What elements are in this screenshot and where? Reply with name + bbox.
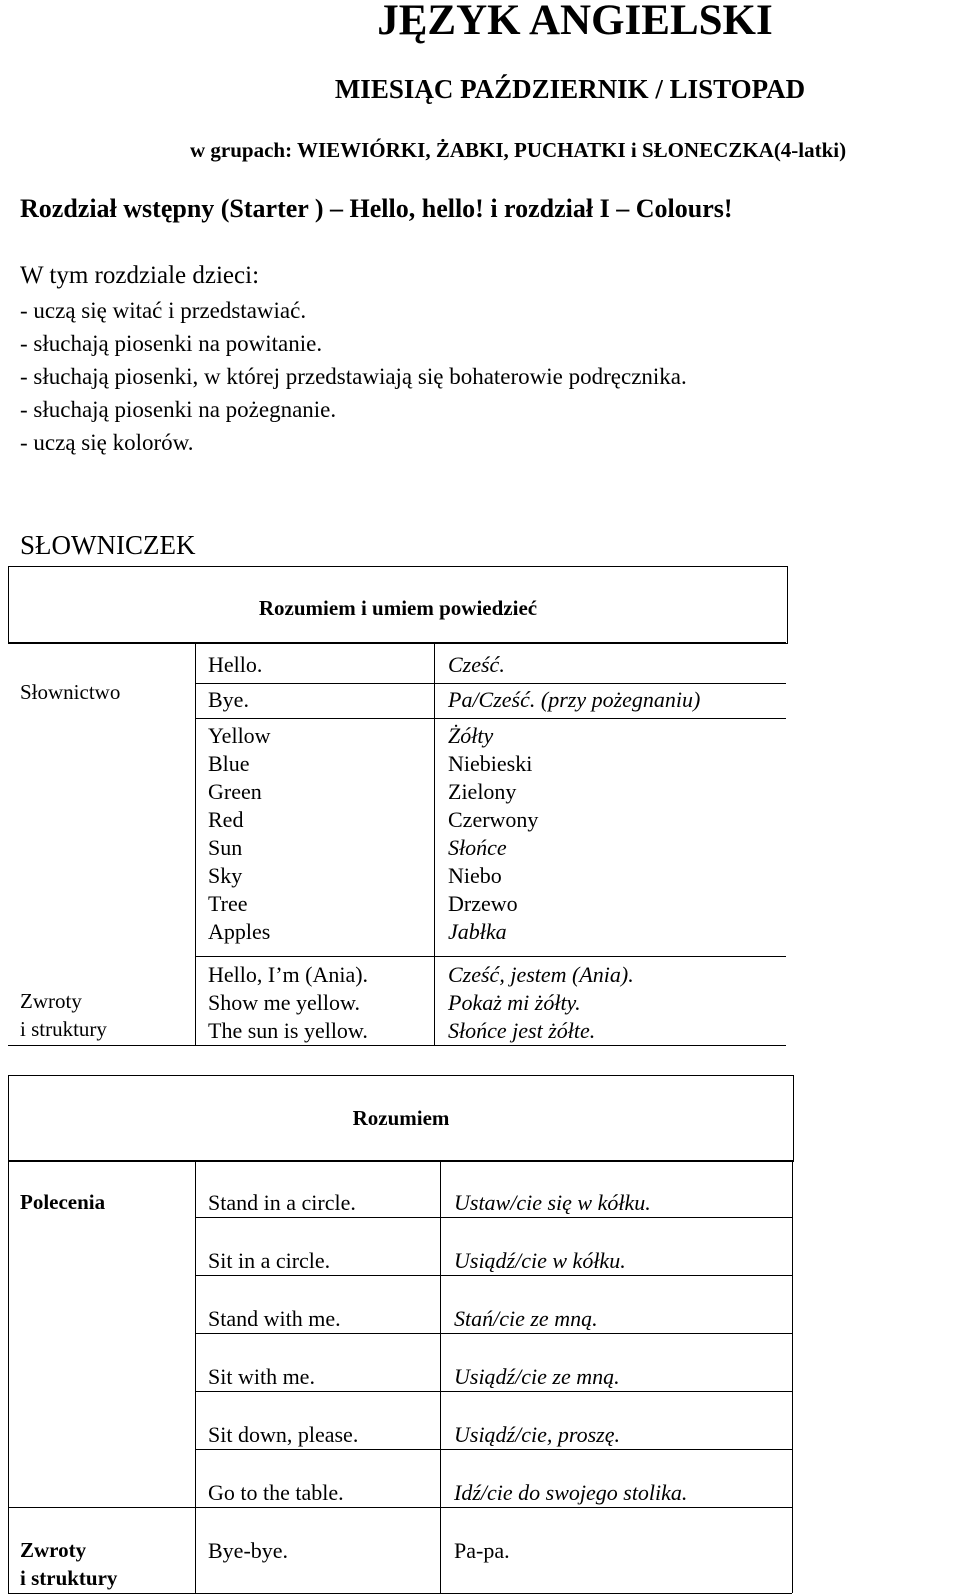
command-en: Stand in a circle. [208, 1190, 356, 1215]
list-item: Słońce jest żółte. [448, 1018, 596, 1043]
table-rule [195, 956, 786, 957]
phrase-en: Bye-bye. [208, 1538, 289, 1563]
table-rule [792, 1160, 793, 1593]
document-title: JĘZYK ANGIELSKI [377, 0, 773, 44]
command-en: Stand with me. [208, 1306, 341, 1331]
intro-item: - słuchają piosenki na powitanie. [20, 331, 323, 356]
commands-label: Polecenia [20, 1190, 106, 1214]
table-rule [8, 1160, 9, 1593]
intro-list [20, 294, 687, 459]
command-en: Sit down, please. [208, 1422, 359, 1447]
list-item: Zielony [448, 779, 517, 804]
table-rule [195, 1217, 792, 1218]
intro-item: - słuchają piosenki na pożegnanie. [20, 397, 337, 422]
hello-en: Hello. [208, 652, 263, 677]
list-item: Green [208, 779, 262, 804]
list-item: Apples [208, 919, 271, 944]
list-item: Tree [208, 891, 248, 916]
list-item: Red [208, 807, 244, 832]
vocab-label: Słownictwo [20, 680, 121, 704]
list-item: The sun is yellow. [208, 1018, 368, 1043]
command-pl: Idź/cie do swojego stolika. [454, 1480, 688, 1505]
phrases-label-2: i struktury [20, 1017, 107, 1041]
colors-en-list [208, 722, 271, 946]
intro-heading: W tym rozdziale dzieci: [20, 262, 260, 289]
table-rule [195, 683, 786, 684]
bye-en: Bye. [208, 687, 249, 712]
phrases-en-list [208, 961, 368, 1045]
table-rule [195, 1275, 792, 1276]
colors-pl-list [448, 722, 538, 946]
phrases-pl-list [448, 961, 634, 1045]
dictionary-heading: SŁOWNICZEK [20, 530, 196, 560]
document-subtitle: MIESIĄC PAŹDZIERNIK / LISTOPAD [334, 74, 806, 104]
list-item: Sky [208, 863, 243, 888]
table-rule [195, 1391, 792, 1392]
phrases-label-2: i struktury [20, 1566, 118, 1590]
list-item: Czerwony [448, 807, 539, 832]
command-pl: Usiądź/cie ze mną. [454, 1364, 620, 1389]
list-item: Sun [208, 835, 243, 860]
hello-pl: Cześć. [448, 652, 505, 677]
table-rule [195, 1449, 792, 1450]
list-item: Słońce [448, 835, 507, 860]
list-item: Niebo [448, 863, 502, 888]
table-rule [195, 1160, 196, 1593]
list-item: Niebieski [448, 751, 533, 776]
table-rule [8, 1593, 792, 1594]
intro-item: - uczą się witać i przedstawiać. [20, 298, 307, 323]
table-rule [434, 642, 435, 1045]
list-item: Show me yellow. [208, 990, 360, 1015]
table-rule [8, 1507, 792, 1508]
intro-item: - uczą się kolorów. [20, 430, 194, 455]
command-en: Sit in a circle. [208, 1248, 331, 1273]
table-rule [195, 642, 196, 1045]
list-item: Hello, I’m (Ania). [208, 962, 369, 987]
list-item: Żółty [448, 723, 494, 748]
command-pl: Usiądź/cie, proszę. [454, 1422, 621, 1447]
bye-pl: Pa/Cześć. (przy pożegnaniu) [448, 687, 701, 712]
list-item: Jabłka [448, 919, 507, 944]
phrases-label: Zwroty [20, 1538, 87, 1562]
command-pl: Ustaw/cie się w kółku. [454, 1190, 651, 1215]
table-rule [8, 1160, 792, 1161]
list-item: Pokaż mi żółty. [448, 990, 581, 1015]
table-rule [195, 718, 786, 719]
table-rule [8, 1045, 786, 1046]
table-rule [195, 1333, 792, 1334]
command-pl: Usiądź/cie w kółku. [454, 1248, 626, 1273]
phrases-label: Zwroty [20, 989, 82, 1013]
command-pl: Stań/cie ze mną. [454, 1306, 598, 1331]
groups-line: w grupach: WIEWIÓRKI, ŻABKI, PUCHATKI i SŁONECZKA(4-latki) [190, 138, 847, 162]
list-item: Drzewo [448, 891, 518, 916]
table2-title: Rozumiem [352, 1106, 450, 1130]
table-rule [440, 1160, 441, 1593]
table1-title: Rozumiem i umiem powiedzieć [258, 596, 538, 620]
command-en: Sit with me. [208, 1364, 315, 1389]
command-en: Go to the table. [208, 1480, 344, 1505]
intro-item: - słuchają piosenki, w której przedstawiają się bohaterowie podręcznika. [20, 364, 687, 389]
chapter-heading: Rozdział wstępny (Starter ) – Hello, hello! i rozdział I – Colours! [20, 194, 733, 223]
list-item: Blue [208, 751, 250, 776]
phrase-pl: Pa-pa. [454, 1538, 510, 1563]
list-item: Cześć, jestem (Ania). [448, 962, 634, 987]
table-rule [8, 642, 786, 643]
list-item: Yellow [208, 723, 271, 748]
